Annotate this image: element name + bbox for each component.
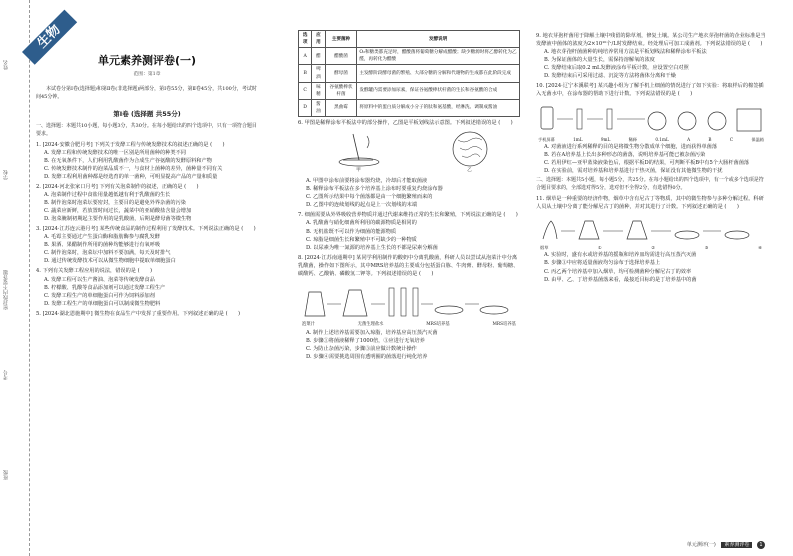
table-header: 发酵说明	[357, 31, 520, 48]
q7-bracket: ( )	[503, 212, 518, 219]
q3-option: C. 制作泡菜时，泡菜坛中加料不要加满，每天及时排气	[44, 250, 171, 257]
q2-bracket: ( )	[184, 183, 199, 190]
q5-stem: 5. [2024·湖北恩施期中] 微生物在食品生产中发挥了重要作用。下列叙述正确的是	[36, 310, 224, 317]
q2-option: B. 制作泡菜时泡菜坛要密封，主要目的是避免外界杂菌的污染	[44, 199, 186, 206]
q8-label: MRS培养基	[492, 321, 516, 327]
q2-option: A. 泡菜制作过程中食盐用量越低越有利于乳酸菌的生长	[44, 191, 171, 198]
q8-option: D. 步骤④需要挑选周围有透明圈的菌落进行纯化培养	[306, 353, 428, 360]
spreader-illustration	[329, 130, 389, 168]
q10-option: C. 若用伊红—亚甲蓝染液染色后，根据平板D的结果，可判断平板B中有5个大肠杆菌菌落	[544, 160, 750, 167]
section-1-heading: 第Ⅰ卷 (选择题 共55分)	[113, 109, 181, 118]
table-cell: 味精	[312, 82, 325, 99]
q10-label: 稀释	[628, 136, 637, 142]
subject-tab: 生物	[22, 10, 77, 65]
q11-label: ②	[651, 244, 656, 250]
q1-bracket: ( )	[210, 141, 225, 148]
q6-bracket: ( )	[498, 120, 513, 127]
question-2	[36, 183, 258, 223]
q4-stem: 4. 下列有关发酵工程应用的说法，错误的是	[36, 268, 136, 275]
table-cell: B	[299, 65, 312, 82]
streak-plate-illustration	[450, 130, 490, 168]
q9-option: A. 地衣芽孢杆菌菌种的纯培养常用方法是平板划线法和稀释涂布平板法	[544, 49, 707, 56]
q4-option: B. 柠檬酸、乳酸等食品添加剂可以通过发酵工程生产	[44, 284, 166, 291]
q1-option: A. 发酵工程和传统发酵技术的唯一区别是所用菌种的种类不同	[44, 149, 186, 156]
table-cell: O₂和糖类都充足时，醋酸菌将葡萄糖分解成醋酸；缺少糖源时将乙醇转化为乙醛，再转化为醋酸	[357, 48, 520, 65]
question-7	[298, 211, 520, 251]
binding-margin	[0, 0, 30, 556]
q10-label: 手机屏幕	[538, 136, 555, 142]
instructions-1: 一、选择题：本题共10小题，每小题3分，共30分。在每小题给出的四个选项中，只有一项符合题目要求。	[36, 123, 257, 137]
q10-option: A. 对菌液进行系列稀释的目的是将微生物分散成单个细胞，进而获得单菌落	[544, 144, 718, 150]
q6-option: D. 乙图中的连续划线的起点是上一次划线的末端	[306, 202, 418, 209]
column-2	[298, 30, 520, 361]
q10-label: C	[729, 136, 734, 142]
q10-label: 9mL	[600, 136, 611, 142]
table-row	[299, 65, 520, 82]
q3-option: B. 果酒、果醋制作所用的菌种均能够进行有氧呼吸	[44, 242, 161, 249]
table-cell: 谷氨酸棒状杆菌	[325, 82, 357, 99]
q8-label: 无菌生理盐水	[357, 321, 384, 327]
q2-option: D. 泡菜腌制初期起主要作用的是乳酸菌，后期是酵母菌等微生物	[44, 216, 192, 223]
q10-figure	[536, 101, 766, 135]
question-11	[536, 195, 766, 284]
q4-bracket: ( )	[137, 268, 153, 275]
q10-label: 保温箱	[751, 136, 764, 142]
q9-option: D. 发酵结束后可采用过滤、沉淀等方法将菌体分离和干燥	[544, 73, 676, 80]
q8-option: A. 制作上述培养基需要加入琼脂，培养基应高压蒸汽灭菌	[306, 329, 438, 336]
intro-text: 本试卷分第Ⅰ卷(选择题)和第Ⅱ卷(非选择题)两部分，第Ⅰ卷55分，第Ⅱ卷45分，共100分，考试时间45分钟。	[36, 86, 257, 101]
q9-option: B. 为保证菌体的大量生长，需保持溶解氧的浓度	[544, 57, 655, 64]
q5-bracket: ( )	[225, 310, 241, 317]
q10-bracket: ( )	[677, 91, 693, 98]
table-cell: 醋	[312, 48, 325, 65]
instructions-2: 二、选择题：本题共5小题，每小题5分，共25分。在每小题给出的四个选项中，有一个或多个选项是符合题目要求的，全部选对得5分，选对但不全得2分，有选错得0分。	[536, 177, 764, 191]
q3-option: D. 通过传统发酵技术可以从微生物细胞中提取单细胞蛋白	[44, 258, 176, 265]
q3-bracket: ( )	[241, 226, 256, 233]
q11-bracket: ( )	[724, 203, 739, 210]
q1-option: B. 在无氧条件下，人们利用乳酸菌作为合成生产谷氨酸的发酵原料和产物	[44, 157, 212, 164]
q7-option: B. 无机盐既不可以作为细菌的能源物质	[306, 228, 397, 235]
q8-bracket: ( )	[418, 270, 434, 277]
q10-label: 1mL	[573, 136, 583, 142]
q8-figure	[298, 280, 520, 320]
q7-option: C. 琼脂是细菌生长和繁殖中不可缺少的一种物质	[306, 236, 417, 243]
binding-school-label: 学校	[3, 170, 9, 180]
q10-label: A	[687, 136, 691, 142]
question-6	[298, 119, 520, 209]
table-cell: 将原料中的蛋白质分解成小分子的肽和氨基酸，经淋洗、调制成酱油	[357, 99, 520, 116]
q10-label: 0.1mL	[655, 136, 669, 142]
q6-figures	[298, 129, 520, 175]
table-cell: 主发酵阶段酵母菌的繁殖、大部分糖的分解和代谢物的生成都在此阶段完成	[357, 65, 520, 82]
q4-option: A. 发酵工程可以生产酱油、泡菜等传统发酵食品	[44, 276, 155, 283]
question-4	[36, 267, 258, 307]
q7-stem: 7. 细菌需要从外界吸收营养物质并通过代谢来维持正常的生长和繁殖，下列说法正确的是	[298, 212, 502, 219]
q3-option: A. 毛霉主要通过产生蛋白酶和脂肪酶参与腐乳发酵	[44, 234, 160, 241]
question-3	[36, 225, 258, 265]
q2-stem: 2. [2024·河北张家口月考] 下列有关泡菜制作的叙述，正确的是	[36, 183, 183, 190]
q8-label: MRS培养基	[426, 321, 450, 327]
binding-note: 密封线内不要答题	[3, 270, 9, 310]
column-1	[36, 30, 258, 318]
q7-option: A. 乳酸菌与硝化细菌所利用的碳源物质是相同的	[306, 220, 417, 227]
table-cell: 醋酸菌	[325, 48, 357, 65]
q11-label: 烟草	[540, 244, 549, 250]
table-cell: C	[299, 82, 312, 99]
q1-option: D. 发酵工程利用菌种都是经选育的单一菌种，可明显提高产品的产量和质量	[44, 173, 218, 180]
q8-option: B. 步骤①将菌液稀释了1000倍，③应进行无氧培养	[306, 337, 425, 344]
q10-option: B. 若在A培养基上长出多种形态的菌落，说明培养基可能已被杂菌污染	[544, 152, 706, 159]
table-header: 主要菌种	[325, 31, 357, 48]
q8-option: C. 为防止杂菌污染，步骤③前应做计数统计操作	[306, 345, 417, 352]
q1-stem: 1. [2024·安徽合肥月考] 下列关于发酵工程与传统发酵技术的叙述正确的是	[36, 141, 209, 148]
page-title: 单元素养测评卷(一)	[97, 54, 197, 67]
table-cell: 啤酒	[312, 65, 325, 82]
question-10	[536, 82, 766, 175]
binding-id-label: 考号	[3, 370, 9, 380]
q6-caption-yi: 乙	[467, 168, 472, 174]
q4-option: C. 发酵工程生产的单细胞蛋白可作为饲料添加剂	[44, 292, 155, 299]
page-number: 1	[757, 541, 765, 549]
table-header: 应用	[312, 31, 325, 48]
q4-option: D. 发酵工程生产的单细胞蛋白可以制成微生物肥料	[44, 300, 161, 307]
binding-class-label: 班级	[3, 470, 9, 480]
q1-option: C. 传统发酵技术制作的泡菜品质不一，与食材上菌种的差异，菌种量不同有关	[44, 165, 223, 172]
footer-book: 素养测评卷	[721, 542, 752, 548]
q3-stem: 3. [2024·江苏连云港月考] 某些传统食品的制作过程利用了发酵技术。下列说法正确的是	[36, 226, 240, 233]
column-3	[536, 30, 766, 284]
table-cell: A	[299, 48, 312, 65]
q6-option: C. 乙图所示结果中每个菌落都是由一个细胞繁殖而来的	[306, 194, 433, 201]
q6-option: B. 稀释涂布平板法在多个培养基上涂布时要重复灼烧涂布器	[306, 186, 443, 193]
table-cell: D	[299, 99, 312, 116]
q11-option: A. 实验时，盛有水或培养基的摇瓶和培养皿均需进行高压蒸汽灭菌	[544, 252, 697, 259]
table-cell: 酵母菌	[325, 65, 357, 82]
footer-unit: 单元测评(一)	[686, 542, 716, 549]
q11-option: B. 步骤③中应将适量菌液均匀涂布于选择培养基上	[544, 260, 661, 267]
table-cell: 黑曲霉	[325, 99, 357, 116]
table-row	[299, 99, 520, 116]
q2-option: C. 蔬菜应新鲜，若放置时间过长，蔬菜中的亚硝酸盐含量会增加	[44, 208, 192, 215]
q10-label: B	[708, 136, 712, 142]
question-9	[536, 32, 766, 80]
q9-option: C. 发酵结束后取0.2 mL发酵液涂布平板计数，应设置空白对照	[544, 65, 689, 72]
page-footer	[687, 541, 765, 550]
table-row	[299, 82, 520, 99]
q11-option: D. 由甲、乙、丁培养基菌落来看，最接近目标的是丁培养基中的菌	[544, 276, 697, 283]
q5-table	[298, 30, 520, 117]
table-header: 选项	[299, 31, 312, 48]
q8-label: 泡菜汁	[302, 321, 315, 327]
q6-figure-yi	[450, 130, 490, 175]
q6-caption-jia: 甲	[356, 168, 361, 174]
q9-stem: 9. 地衣芽孢杆菌用于降解土壤中残留的除草剂，修复土壤。某公司生产地衣芽孢杆菌的企业标准是当发酵液中菌体的浓度为2×10¹⁰个/L时发酵结束。经处理后可加工成菌剂。下列说法错误的是	[536, 33, 766, 48]
q6-figure-jia	[329, 130, 389, 175]
range-text: 范围：第1章	[133, 72, 161, 78]
q11-stem: 11. 烟草是一种重要的经济作物，烟草中含有尼古丁等物质，其中的微生物参与多种分解过程。科研人员从土壤中分离了能分解尼古丁的菌种，并对其进行了计数。下列叙述正确的是	[536, 195, 764, 210]
binding-name-label: 姓名	[3, 60, 9, 70]
q6-option: A. 甲图中涂布前要将涂布器灼烧，冷却后才能取菌液	[306, 178, 428, 185]
q11-label: ①	[598, 244, 602, 250]
q9-bracket: ( )	[748, 41, 763, 48]
q7-option: D. 以尿素为唯一氮源的培养基上生长的不都是尿素分解菌	[306, 244, 438, 251]
q11-option: C. 丙乙两个培养基中加入烟草，均可检测菌种分解尼古丁的效率	[544, 268, 692, 275]
dilution-process-illustration	[299, 282, 519, 320]
table-cell: 发酵罐内需要添加尿素，保证谷氨酸棒状杆菌的生长和谷氨酸的合成	[357, 82, 520, 99]
q11-figure	[536, 213, 766, 243]
q10-option: D. 在实验前，需对培养基和培养基进行干热灭菌，保证没有其他微生物的干扰	[544, 168, 723, 175]
table-cell: 酱油	[312, 99, 325, 116]
question-8	[298, 254, 520, 361]
phone-sampling-illustration	[537, 103, 765, 135]
table-row	[299, 48, 520, 65]
q6-stem: 6. 甲图是稀释涂布平板法中的部分操作，乙图是平板划线法示意图。下列叙述错误的是	[298, 120, 497, 127]
question-5	[36, 310, 258, 318]
q11-label: ④	[758, 244, 762, 250]
q11-label: ③	[704, 244, 709, 250]
q10-stem: 10. [2024·辽宁本溪联考] 某兴趣小组为了解手机上细菌的情况进行了如下实验：将取样后的棉签插入无菌水中，在涂布器的帮助下进行计数。下列说法错误的是	[536, 83, 764, 98]
tobacco-isolation-illustration	[537, 215, 765, 243]
question-1	[36, 141, 258, 181]
q8-stem: 8. [2024·江苏南通期中] 某同学利用制作的酸奶中分离乳酸菌，科研人员以尝试从泡菜汁中分离乳酸菌，操作如下图所示，其中MRS培养基的主要成分包括蛋白胨、牛肉膏、酵母粉、葡萄糖、碳酸钙、乙酸钠、磷酸氢二钾等。下列叙述错误的是	[298, 254, 519, 277]
